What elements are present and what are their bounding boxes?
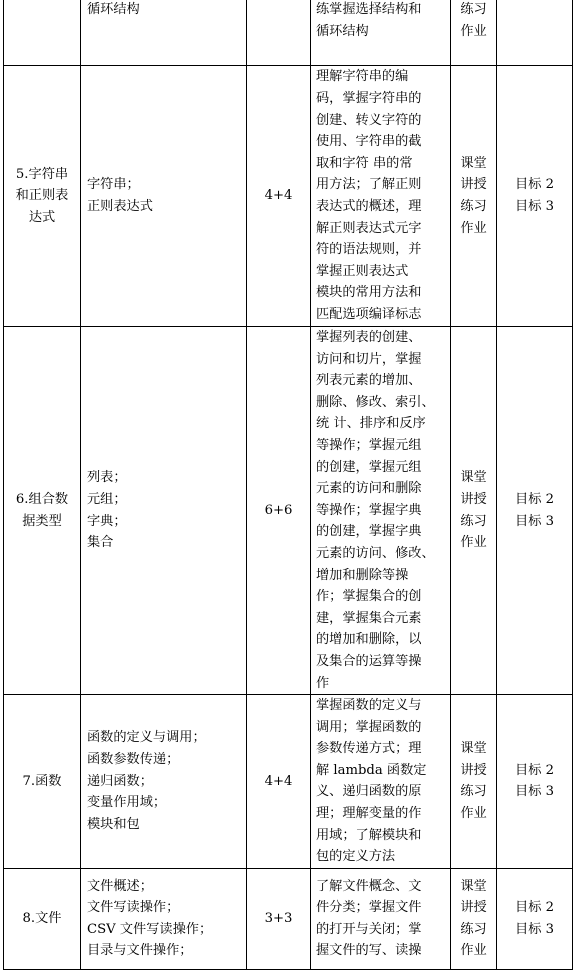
method-line: 讲授 <box>460 177 487 193</box>
requirement-line: 等操作；掌握元组 <box>316 437 422 453</box>
method-line: 练习 <box>460 921 487 937</box>
requirement-line: 及集合的运算等操 <box>316 653 422 669</box>
requirement-line: 创建、转义字符的 <box>316 112 422 128</box>
chapter-line: 5.字符串 <box>15 166 69 182</box>
requirement-line: 作 <box>316 675 330 691</box>
method-line: 练习 <box>460 199 487 214</box>
method-line: 讲授 <box>460 491 487 507</box>
method-line: 练习 <box>460 784 487 800</box>
requirement-line: 握文件的写、读操 <box>316 943 422 959</box>
table-row <box>4 695 573 869</box>
requirement-cell <box>311 868 451 969</box>
chapter-line: 据类型 <box>22 513 62 529</box>
goals-cell <box>497 327 573 695</box>
requirement-line: 的创建，掌握元组 <box>316 459 422 475</box>
goals-line: 目标 3 <box>515 921 554 937</box>
goals-line: 目标 3 <box>515 784 554 800</box>
goals-line: 目标 2 <box>515 177 554 193</box>
method-line: 作业 <box>460 535 487 551</box>
goals-cell <box>497 0 573 66</box>
chapter-line: 6.组合数 <box>15 491 69 507</box>
requirement-line: 掌握列表的创建、 <box>316 330 422 345</box>
content-line: 变量作用域； <box>87 795 167 811</box>
chapter-cell <box>4 327 81 695</box>
requirement-line: 用域；了解模块和 <box>316 827 422 843</box>
method-line: 作业 <box>460 943 487 959</box>
hours-text: 4+4 <box>264 773 293 789</box>
requirement-line: 掌握函数的定义与 <box>316 698 422 714</box>
requirement-cell <box>311 695 451 869</box>
requirement-cell <box>311 66 451 327</box>
goals-line: 目标 2 <box>515 491 554 507</box>
requirement-line: 包的定义方法 <box>316 849 396 865</box>
requirement-line: 模块的常用方法和 <box>316 285 422 301</box>
method-line: 课堂 <box>460 878 487 894</box>
method-line: 课堂 <box>460 741 487 757</box>
content-line: CSV 文件写读操作； <box>87 921 213 937</box>
goals-cell <box>497 695 573 869</box>
requirement-line: 的增加和删除，以 <box>316 632 422 648</box>
content-line: 递归函数； <box>87 773 153 789</box>
chapter-cell <box>4 695 81 869</box>
requirement-line: 义、递归函数的原 <box>316 784 422 800</box>
goals-line: 目标 3 <box>515 513 554 529</box>
requirement-line: 理；理解变量的作 <box>316 806 422 822</box>
requirement-line: 掌握正则表达式 <box>316 263 409 279</box>
content-line: 元组； <box>87 491 127 507</box>
method-cell <box>451 327 497 695</box>
chapter-line: 7.函数 <box>22 773 62 789</box>
method-line: 作业 <box>460 806 487 822</box>
requirement-line: 的打开与关闭；掌 <box>316 921 422 937</box>
requirement-line: 码，掌握字符串的 <box>316 91 422 107</box>
requirement-line: 理解字符串的编 <box>316 69 409 85</box>
hours-text: 3+3 <box>264 911 293 927</box>
requirement-line: 访问和切片，掌握 <box>316 351 422 367</box>
method-line: 作业 <box>460 220 487 236</box>
content-line: 目录与文件操作； <box>87 943 193 959</box>
method-line: 课堂 <box>460 155 487 171</box>
chapter-cell <box>4 868 81 969</box>
method-cell <box>451 868 497 969</box>
requirement-line: 练掌握选择结构和 <box>316 2 422 17</box>
method-line: 练习 <box>460 513 487 529</box>
content-cell <box>81 868 247 969</box>
content-cell <box>81 0 247 66</box>
content-cell <box>81 66 247 327</box>
requirement-line: 解正则表达式元字 <box>316 220 422 236</box>
hours-text: 6+6 <box>264 502 293 518</box>
hours-cell <box>247 695 311 869</box>
requirement-line: 解 lambda 函数定 <box>316 762 427 778</box>
requirement-line: 元素的访问和删除 <box>316 481 422 497</box>
goals-cell <box>497 868 573 969</box>
requirement-line: 元素的访问、修改、 <box>316 545 435 561</box>
content-line: 字符串； <box>87 177 140 193</box>
table-body <box>4 0 573 969</box>
method-line: 作业 <box>460 23 487 39</box>
requirement-line: 循环结构 <box>316 23 369 39</box>
chapter-cell <box>4 0 81 66</box>
hours-cell <box>247 66 311 327</box>
method-cell <box>451 0 497 66</box>
content-cell <box>81 695 247 869</box>
requirement-line: 列表元素的增加、 <box>316 373 422 389</box>
hours-cell <box>247 0 311 66</box>
table-row <box>4 327 573 695</box>
requirement-line: 件分类；掌握文件 <box>316 900 422 916</box>
content-line: 循环结构 <box>87 2 140 17</box>
requirement-line: 建，掌握集合元素 <box>316 610 422 626</box>
chapter-line: 8.文件 <box>22 911 62 927</box>
requirement-line: 了解文件概念、文 <box>316 878 422 894</box>
chapter-line: 达式 <box>28 209 56 225</box>
requirement-line: 表达式的概述，理 <box>316 199 422 214</box>
requirement-line: 删除、修改、索引、 <box>316 394 435 410</box>
method-line: 练习 <box>460 2 487 17</box>
chapter-cell <box>4 66 81 327</box>
requirement-line: 统 计、排序和反序 <box>316 416 426 432</box>
content-cell <box>81 327 247 695</box>
method-line: 课堂 <box>460 470 487 486</box>
goals-line: 目标 2 <box>515 900 554 916</box>
requirement-line: 调用；掌握函数的 <box>316 719 422 735</box>
requirement-cell <box>311 327 451 695</box>
goals-cell <box>497 66 573 327</box>
requirement-line: 参数传递方式；理 <box>316 741 422 757</box>
content-line: 模块和包 <box>87 816 140 832</box>
requirement-line: 符的语法规则，并 <box>316 242 422 258</box>
chapter-line: 和正则表 <box>15 188 69 204</box>
content-line: 函数参数传递； <box>87 752 180 768</box>
requirement-line: 等操作；掌握字典 <box>316 502 422 518</box>
hours-text: 4+4 <box>264 188 293 204</box>
goals-line: 目标 3 <box>515 199 554 214</box>
content-line: 字典； <box>87 513 127 529</box>
requirement-line: 匹配选项编译标志 <box>316 306 422 322</box>
content-line: 集合 <box>87 535 114 551</box>
content-line: 正则表达式 <box>87 199 153 214</box>
syllabus-table <box>3 0 573 970</box>
content-line: 函数的定义与调用； <box>87 730 206 746</box>
goals-line: 目标 2 <box>515 762 554 778</box>
requirement-line: 增加和删除等操 <box>316 567 409 583</box>
requirement-line: 使用、字符串的截 <box>316 134 422 150</box>
method-line: 讲授 <box>460 762 487 778</box>
hours-cell <box>247 327 311 695</box>
method-cell <box>451 66 497 327</box>
method-line: 讲授 <box>460 900 487 916</box>
requirement-line: 用方法；了解正则 <box>316 177 422 193</box>
requirement-line: 的创建，掌握字典 <box>316 524 422 540</box>
requirement-line: 取和字符 串的常 <box>316 155 413 171</box>
requirement-line: 作；掌握集合的创 <box>316 589 422 605</box>
hours-cell <box>247 868 311 969</box>
content-line: 列表； <box>87 470 127 486</box>
table-row <box>4 66 573 327</box>
content-line: 文件写读操作； <box>87 900 180 916</box>
table-row <box>4 0 573 66</box>
content-line: 文件概述； <box>87 878 153 894</box>
table-row <box>4 868 573 969</box>
requirement-cell <box>311 0 451 66</box>
method-cell <box>451 695 497 869</box>
